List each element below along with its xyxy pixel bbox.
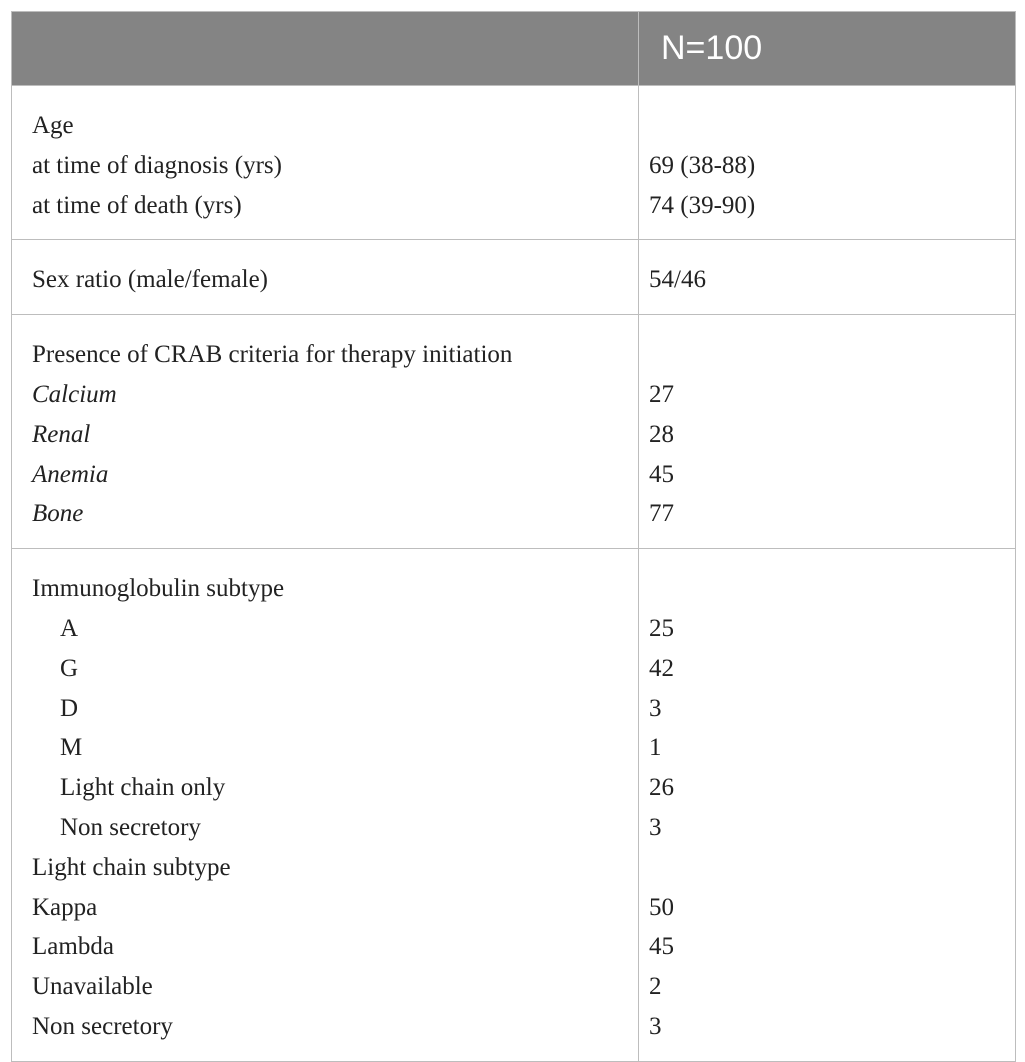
label-cell: [12, 86, 639, 240]
row-label: Light chain subtype: [32, 853, 231, 881]
row-value: 50: [649, 893, 674, 921]
row-value: 3: [649, 813, 662, 841]
header-cell-n: [639, 12, 1016, 86]
table-row: [12, 315, 1016, 549]
row-value: 25: [649, 614, 674, 642]
characteristics-table: [11, 11, 1016, 1062]
row-label: Sex ratio (male/female): [32, 266, 268, 294]
row-value: 45: [649, 460, 674, 488]
row-label: Kappa: [32, 893, 98, 921]
value-cell: [639, 86, 1016, 240]
row-label: Unavailable: [32, 973, 153, 1001]
row-label: G: [60, 654, 79, 682]
row-value: 2: [649, 973, 662, 1001]
value-cell: [639, 549, 1016, 1062]
label-cell: [12, 240, 639, 315]
row-value: [649, 335, 1015, 375]
label-cell: [12, 549, 639, 1062]
row-value: 26: [649, 774, 674, 802]
row-value: 3: [649, 694, 662, 722]
table-row: [12, 549, 1016, 1062]
row-value: 45: [649, 933, 674, 961]
row-value: 77: [649, 500, 674, 528]
row-value: [649, 569, 1015, 609]
row-value: [649, 848, 1015, 888]
row-value: 3: [649, 1012, 662, 1040]
row-value: 1: [649, 734, 662, 762]
row-value: 74 (39-90): [649, 191, 756, 219]
row-label: Renal: [32, 420, 91, 448]
row-value: 42: [649, 654, 674, 682]
value-cell: [639, 240, 1016, 315]
row-label: Immunoglobulin subtype: [32, 575, 285, 603]
row-label: Light chain only: [60, 774, 226, 802]
row-label: Presence of CRAB criteria for therapy initiation: [32, 341, 513, 369]
row-label: D: [60, 694, 79, 722]
row-label: Age: [32, 112, 74, 139]
row-value: 28: [649, 420, 674, 448]
row-label: Non secretory: [32, 1012, 173, 1040]
header-row: [12, 12, 1016, 86]
table-row: [12, 86, 1016, 240]
row-label: at time of diagnosis (yrs): [32, 151, 282, 179]
row-label: Calcium: [32, 380, 117, 408]
row-label: at time of death (yrs): [32, 191, 242, 219]
table-row: [12, 240, 1016, 315]
label-cell: [12, 315, 639, 549]
row-label: Anemia: [32, 460, 109, 488]
value-cell: [639, 315, 1016, 549]
row-label: M: [60, 734, 83, 762]
row-value: 54/46: [649, 266, 706, 294]
row-value: 27: [649, 380, 674, 408]
header-n-label: N=100: [661, 29, 763, 67]
row-label: A: [60, 614, 79, 642]
row-label: Bone: [32, 500, 84, 528]
row-label: Lambda: [32, 933, 114, 961]
row-value: 69 (38-88): [649, 151, 756, 179]
row-value: [649, 106, 1015, 146]
header-cell-label: [12, 12, 639, 86]
row-label: Non secretory: [60, 813, 201, 841]
